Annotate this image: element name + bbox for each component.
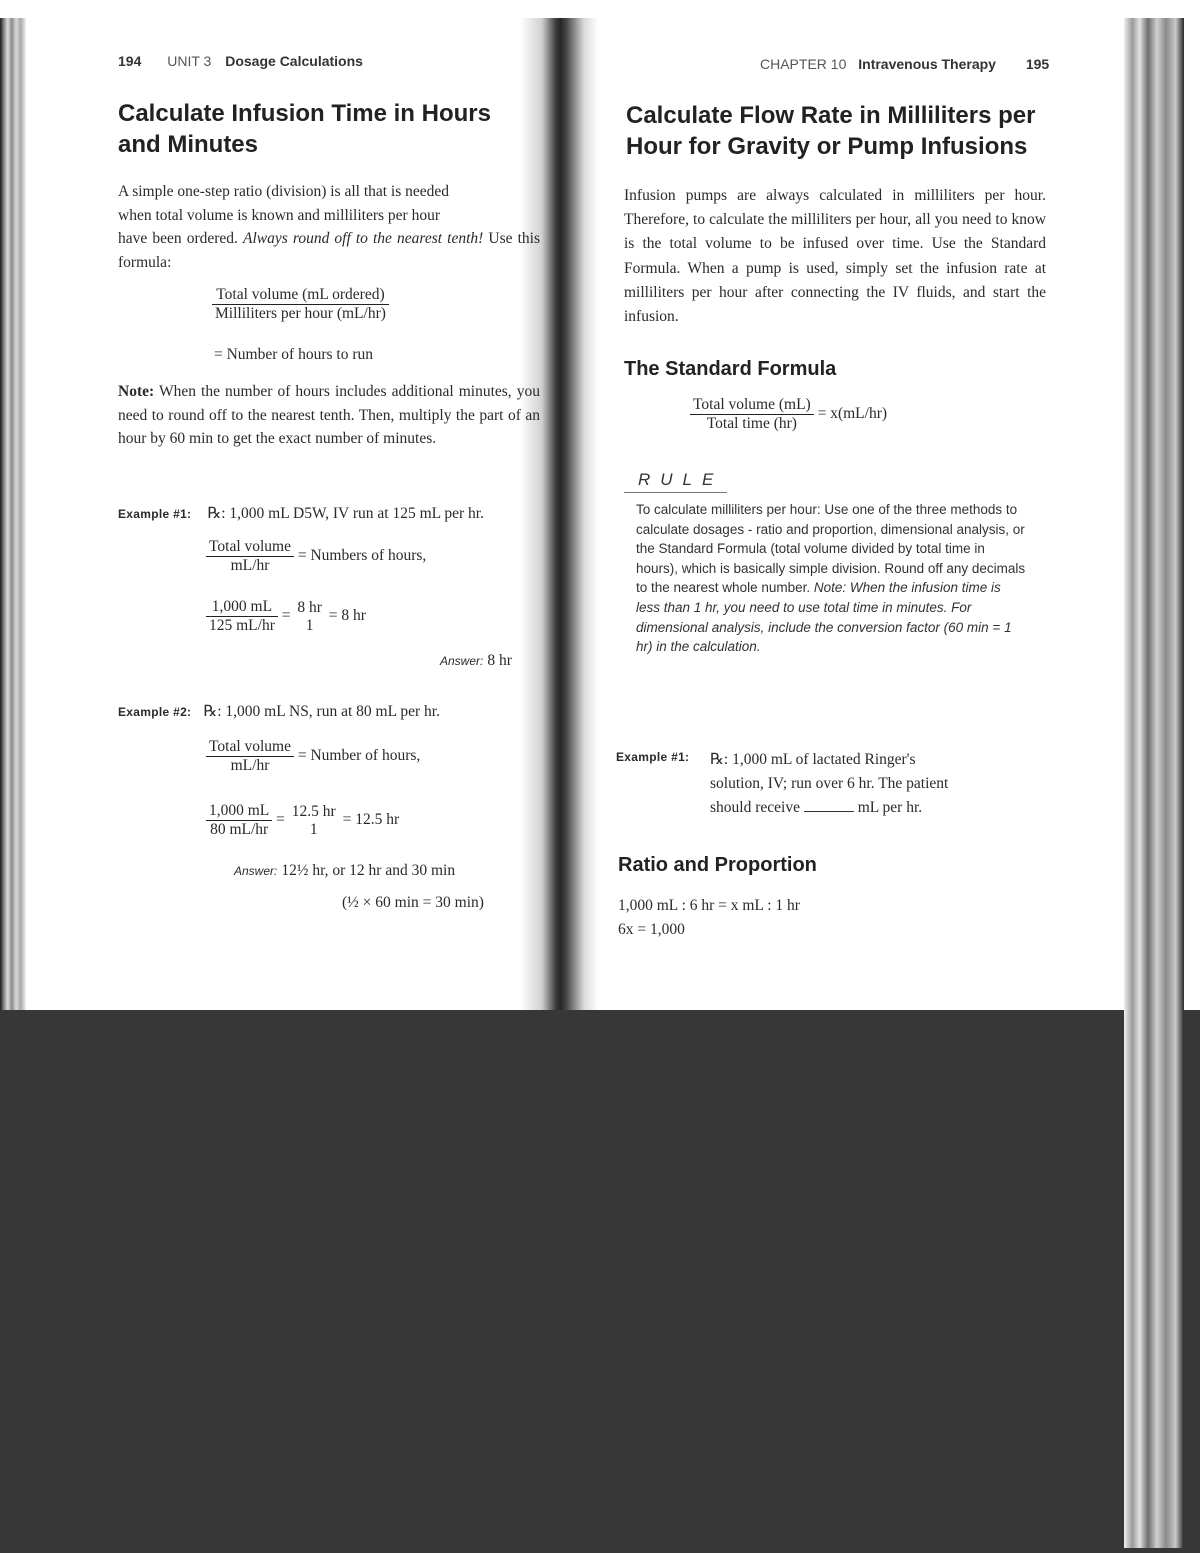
example-2-formula: Total volume mL/hr = Number of hours, <box>206 738 420 775</box>
standard-formula-heading: The Standard Formula <box>624 358 837 380</box>
prescription: ℞: 1,000 mL D5W, IV run at 125 mL per hr. <box>207 505 484 522</box>
std-formula-numerator: Total volume (mL) <box>690 396 814 415</box>
scanner-background <box>0 1010 1200 1553</box>
intro-paragraph-right: Infusion pumps are always calculated in milliliters per hour. Therefore, to calculate the milliliters per hour, all you need to know is the total volume to be infused over time. Use the Standard Formula. When a pump is used, simply set the infusion rate at milliliters per hour after connecting the IV fluids, and start the infusion. <box>624 187 1046 326</box>
left-page-edge <box>0 18 26 1010</box>
book-spine-fold <box>520 18 598 1010</box>
example-1-answer: Answer: 8 hr <box>440 652 512 669</box>
right-page-edge <box>1124 18 1184 1548</box>
running-head-right <box>760 56 1049 72</box>
answer-blank <box>804 799 854 812</box>
page-number-right: 195 <box>1025 56 1050 72</box>
formula-denominator: Milliliters per hour (mL/hr) <box>215 305 386 322</box>
note-label: Note: <box>118 383 155 400</box>
page-number-left: 194 <box>118 53 142 69</box>
example-label: Example #1: <box>118 507 192 521</box>
intro-paragraph-left: A simple one-step ratio (division) is all that is needed when total volume is known and milliliters per hour have been ordered. Always round off to the nearest tenth! Use this formula: <box>118 183 541 271</box>
prescription: ℞: 1,000 mL NS, run at 80 mL per hr. <box>203 703 440 720</box>
std-formula-denominator: Total time (hr) <box>706 415 797 432</box>
unit-label: UNIT 3 <box>167 53 212 69</box>
section-heading-infusion-time: Calculate Infusion Time in Hours and Minutes <box>118 100 491 158</box>
example-1-right <box>616 748 689 766</box>
round-off-emphasis: Always round off to the nearest tenth! <box>243 230 484 247</box>
rule-body <box>636 500 1028 657</box>
rule-note: Note: When the infusion time is less than 1 hr, you need to use total time in minutes. For dimensional analysis, include the conversion factor (60 min = 1 hr) in the calculation. <box>636 580 1012 655</box>
example-2-answer: Answer: 12½ hr, or 12 hr and 30 min <box>234 862 456 879</box>
example-1-formula: Total volume mL/hr = Numbers of hours, <box>206 538 426 575</box>
ratio-proportion-heading: Ratio and Proportion <box>618 854 817 876</box>
example-1-left <box>118 504 484 523</box>
rule-box <box>624 470 727 493</box>
example-1-calculation: $\frac{1,000 mL}{125 mL/hr}$ = 8 hr 1 = 8 hr <box>206 598 366 635</box>
infusion-time-formula <box>212 286 389 323</box>
example-label: Example #2: <box>118 705 192 719</box>
standard-formula <box>690 396 887 433</box>
rule-title: RULE <box>624 470 727 493</box>
running-head-left <box>118 53 363 69</box>
std-formula-result: = x(mL/hr) <box>817 405 888 423</box>
ratio-proportion-work: 1,000 mL : 6 hr = x mL : 1 hr 6x = 1,000 <box>618 897 800 938</box>
section-heading-flow-rate: Calculate Flow Rate in Milliliters per Hour for Gravity or Pump Infusions <box>626 102 1036 160</box>
rule-text: To calculate milliliters per hour: Use one of the three methods to calculate dosages - ratio and proportion, dimensional analysis, or the Standard Formula (total volume divided by total time in hours), which is basically simple division. Round off any decimals to the nearest whole number. <box>636 502 1026 596</box>
chapter-label: CHAPTER 10 <box>760 56 847 72</box>
example-1-right-text: ℞: 1,000 mL of lactated Ringer's solution, IV; run over 6 hr. The patient should receive mL per hr. <box>710 751 949 816</box>
unit-title: Dosage Calculations <box>225 53 363 69</box>
example-label: Example #1: <box>616 750 690 764</box>
formula-result: = Number of hours to run <box>214 346 373 363</box>
chapter-title: Intravenous Therapy <box>858 56 996 72</box>
example-2-answer-detail: (½ × 60 min = 30 min) <box>342 894 484 911</box>
example-2-left <box>118 702 440 721</box>
formula-numerator: Total volume (mL ordered) <box>212 286 389 305</box>
example-2-calculation: $\frac{1,000 mL}{80 mL/hr}$ = 12.5 hr 1 = 12.5 hr <box>206 802 399 839</box>
note-paragraph: Note: When the number of hours includes additional minutes, you need to round off to the nearest tenth. Then, multiply the part of an hour by 60 min to get the exact number of minutes. <box>118 383 540 447</box>
